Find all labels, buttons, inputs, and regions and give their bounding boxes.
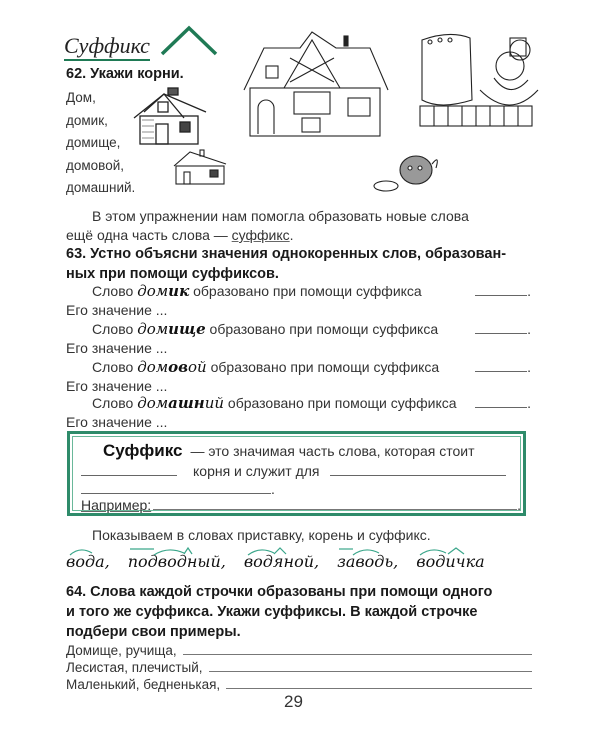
cottage-icon: [170, 148, 230, 188]
rule-term: Суффикс: [103, 441, 183, 460]
page-number: 29: [284, 692, 303, 711]
exercise-63-heading: [66, 244, 536, 284]
suffix-answer-blank[interactable]: [475, 283, 527, 296]
exercise-64-heading: [66, 582, 532, 642]
morpheme-word: вода,: [66, 546, 110, 571]
exercise-64-row: [66, 659, 532, 676]
row-words: Домище, ручища,: [66, 643, 177, 658]
example-label: Например:: [81, 497, 152, 513]
morpheme-word: подводный,: [128, 546, 226, 571]
exercise-63-row: Слово домище образовано при помощи суффикса . Его значение ...: [66, 320, 531, 356]
handwritten-word: домик: [137, 282, 190, 300]
row-text: образовано при помощи суффикса: [193, 283, 422, 299]
domovoi-character-icon: [410, 30, 540, 130]
chevron-up-icon: [158, 24, 220, 58]
row-text: образовано при помощи суффикса: [210, 359, 440, 375]
word-item: домище,: [66, 135, 121, 150]
meaning-label: Его значение ...: [66, 302, 168, 318]
heading-line-2: ных при помощи суффиксов.: [66, 266, 279, 282]
purpose-answer-blank-continued[interactable]: [81, 481, 271, 494]
morpheme-instruction: Показываем в словах приставку, корень и суффикс.: [92, 527, 431, 543]
word-item: Дом,: [66, 90, 96, 105]
examples-answer-line[interactable]: [183, 644, 532, 655]
row-text: образовано при помощи суффикса: [209, 321, 439, 337]
meaning-label: Его значение ...: [66, 414, 168, 430]
heading-line-1: 63. Устно объясни значения однокоренных слов, образован-: [66, 246, 507, 262]
exercise-63-row: Слово домик образовано при помощи суффикса . Его значение ...: [66, 282, 531, 318]
morpheme-word-row: [66, 546, 536, 571]
word-item: домовой,: [66, 157, 124, 173]
rule-box: Суффикс — это значимая часть слова, которая стоит корня и служит для . Например: .: [67, 431, 526, 516]
section-title: Суффикс: [64, 34, 150, 61]
note-line-2: ещё одна часть слова —: [66, 227, 232, 243]
meaning-label: Его значение ...: [66, 378, 168, 394]
purpose-answer-blank[interactable]: [330, 463, 507, 476]
examples-answer-line[interactable]: [209, 661, 532, 672]
small-house-icon: [128, 86, 210, 148]
exercise-63-row: Слово домашний образовано при помощи суффикса . Его значение ...: [66, 394, 531, 430]
row-words: Лесистая, плечистый,: [66, 660, 203, 675]
exercise-64-row: [66, 642, 532, 659]
word-label: Слово: [92, 395, 134, 411]
exercise-62-heading: 62. Укажи корни.: [66, 66, 184, 82]
heading-line-3: подбери свои примеры.: [66, 624, 241, 640]
example-answer-blank[interactable]: [153, 499, 517, 510]
morpheme-word: водяной,: [244, 546, 319, 571]
rule-line-2: корня и служит для: [193, 463, 320, 479]
heading-line-1: 64. Слова каждой строчки образованы при помощи одного: [66, 584, 493, 600]
morpheme-word: водичка: [416, 546, 484, 571]
handwritten-word: домашний: [137, 394, 225, 412]
note-line-1: В этом упражнении нам помогла образовать новые слова: [92, 208, 469, 224]
punctuation: .: [289, 227, 294, 243]
word-label: Слово: [92, 321, 134, 337]
row-text: образовано при помощи суффикса: [227, 395, 457, 411]
handwritten-word: домовой: [137, 358, 207, 376]
suffix-answer-blank[interactable]: [475, 359, 527, 372]
word-label: Слово: [92, 359, 134, 375]
suffix-answer-blank[interactable]: [475, 321, 527, 334]
morpheme-word: заводь,: [337, 546, 398, 571]
word-item: домашний.: [66, 180, 136, 195]
exercise-64-row: [66, 676, 532, 693]
handwritten-word: домище: [137, 320, 206, 338]
exercise-64-rows: [66, 642, 532, 693]
suffix-answer-blank[interactable]: [475, 395, 527, 408]
rule-line-1: — это значимая часть слова, которая стоит: [190, 443, 475, 459]
exercise-62-word-list: [66, 90, 135, 203]
kitten-with-bowl-icon: [372, 150, 444, 194]
term-suffix: суффикс: [231, 227, 290, 243]
meaning-label: Его значение ...: [66, 340, 168, 356]
examples-answer-line[interactable]: [226, 678, 532, 689]
fairy-tale-house-icon: [240, 30, 390, 140]
heading-line-2: и того же суффикса. Укажи суффиксы. В каждой строчке: [66, 604, 478, 620]
row-words: Маленький, бедненькая,: [66, 677, 221, 692]
word-item: домик,: [66, 112, 108, 128]
exercise-62-note: [66, 207, 531, 245]
word-label: Слово: [92, 283, 134, 299]
position-answer-blank[interactable]: [81, 463, 177, 476]
exercise-63-row: Слово домовой образовано при помощи суффикса . Его значение ...: [66, 358, 531, 394]
